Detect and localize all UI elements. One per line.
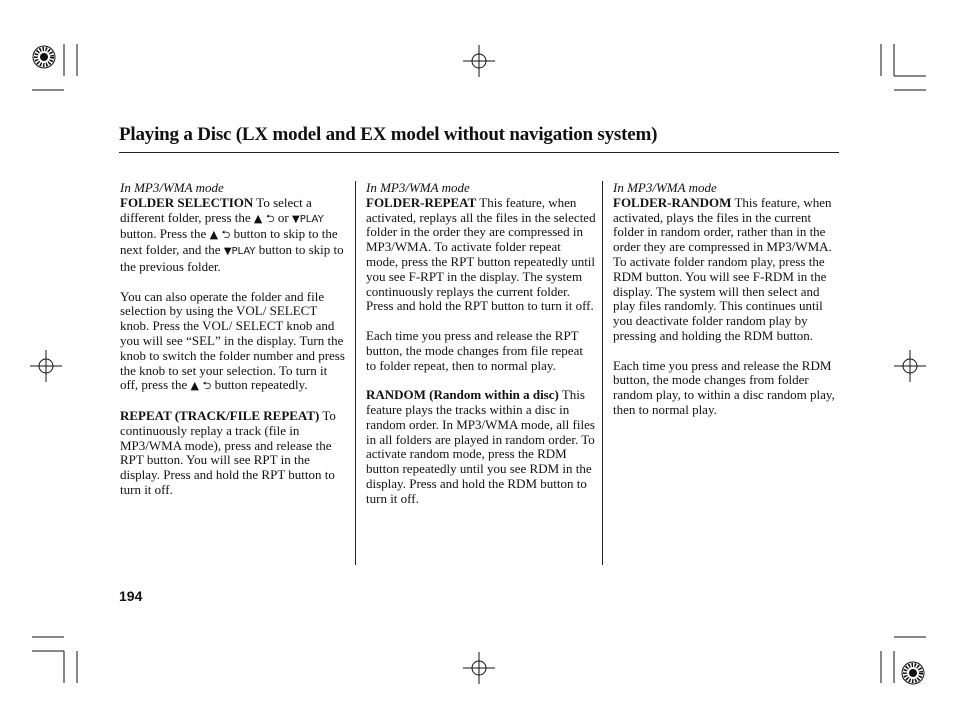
up-return-icon: ▲ ⮌: [190, 379, 212, 393]
registration-starburst-icon: [33, 46, 55, 68]
column-divider: [355, 181, 356, 565]
column-2: In MP3/WMA mode FOLDER-REPEAT This feature, when activated, replays all the files in the selected folder in the order they are compressed in MP3/WMA. To activate folder repeat mode, press the RPT button repeatedly until you see F-RPT in the display. The system continuously replays the current folder. Press and hold the RPT button to turn it off. Each time you press and release the RPT button, the mode changes from file repeat to folder repeat, then to normal play. RANDOM (Random within a disc) This feature plays the tracks within a disc in random order. In MP3/WMA mode, all files in all folders are played in random order. To activate random mode, press the RDM button repeatedly until you see RDM in the display. Press and hold the RDM button to turn it off.: [366, 180, 596, 506]
section-heading: FOLDER SELECTION: [120, 194, 254, 210]
mode-label: In MP3/WMA mode: [366, 180, 470, 195]
mode-label: In MP3/WMA mode: [613, 180, 717, 195]
paragraph: Each time you press and release the RDM button, the mode changes from folder random play, to within a disc random play, then to normal play.: [613, 357, 835, 417]
mode-label: In MP3/WMA mode: [120, 180, 224, 195]
down-play-icon: ▼PLAY: [292, 213, 324, 225]
up-return-icon: ▲ ⮌: [253, 211, 275, 225]
up-return-icon: ▲ ⮌: [209, 228, 231, 242]
registration-starburst-icon: [902, 662, 924, 684]
paragraph: Each time you press and release the RPT button, the mode changes from file repeat to folder repeat, then to normal play.: [366, 327, 583, 373]
section-heading: FOLDER-RANDOM: [613, 194, 732, 210]
column-3: In MP3/WMA mode FOLDER-RANDOM This feature, when activated, plays the files in the current folder in random order, rather than in the order they are compressed in MP3/WMA. To activate folder random play, press the RDM button. You will see F-RDM in the display. The system will then select and play files randomly. This continues until you deactivate folder random play by pressing and holding the RDM button. Each time you press and release the RDM button, the mode changes from folder random play, to within a disc random play, then to normal play.: [613, 181, 838, 433]
down-play-icon: ▼PLAY: [223, 246, 256, 258]
section-heading: RANDOM (Random within a disc): [366, 387, 559, 403]
page-title: Playing a Disc (LX model and EX model without navigation system): [119, 124, 658, 145]
section-heading: REPEAT (TRACK/FILE REPEAT): [120, 407, 320, 423]
column-divider: [602, 181, 603, 565]
page-number: 194: [119, 588, 143, 604]
title-rule: [119, 152, 839, 153]
section-heading: FOLDER-REPEAT: [366, 194, 477, 210]
column-1: In MP3/WMA mode FOLDER SELECTION To select a different folder, press the ▲ ⮌ or ▼PLAY button. Press the ▲ ⮌ button to skip to the next folder, and the ▼PLAY button to skip to the previous folder. You can also operate the folder and file selection by using the VOL/ SELECT knob. Press the VOL/ SELECT knob and you will see “SEL” in the display. Turn the knob to switch the folder number and press the knob to set your selection. To turn it off, press the ▲ ⮌ button repeatedly. REPEAT (TRACK/FILE REPEAT) To continuously replay a track (file in MP3/WMA mode), press and release the RPT button. You will see RPT in the display. Press and hold the RPT button to turn it off.: [120, 181, 348, 513]
